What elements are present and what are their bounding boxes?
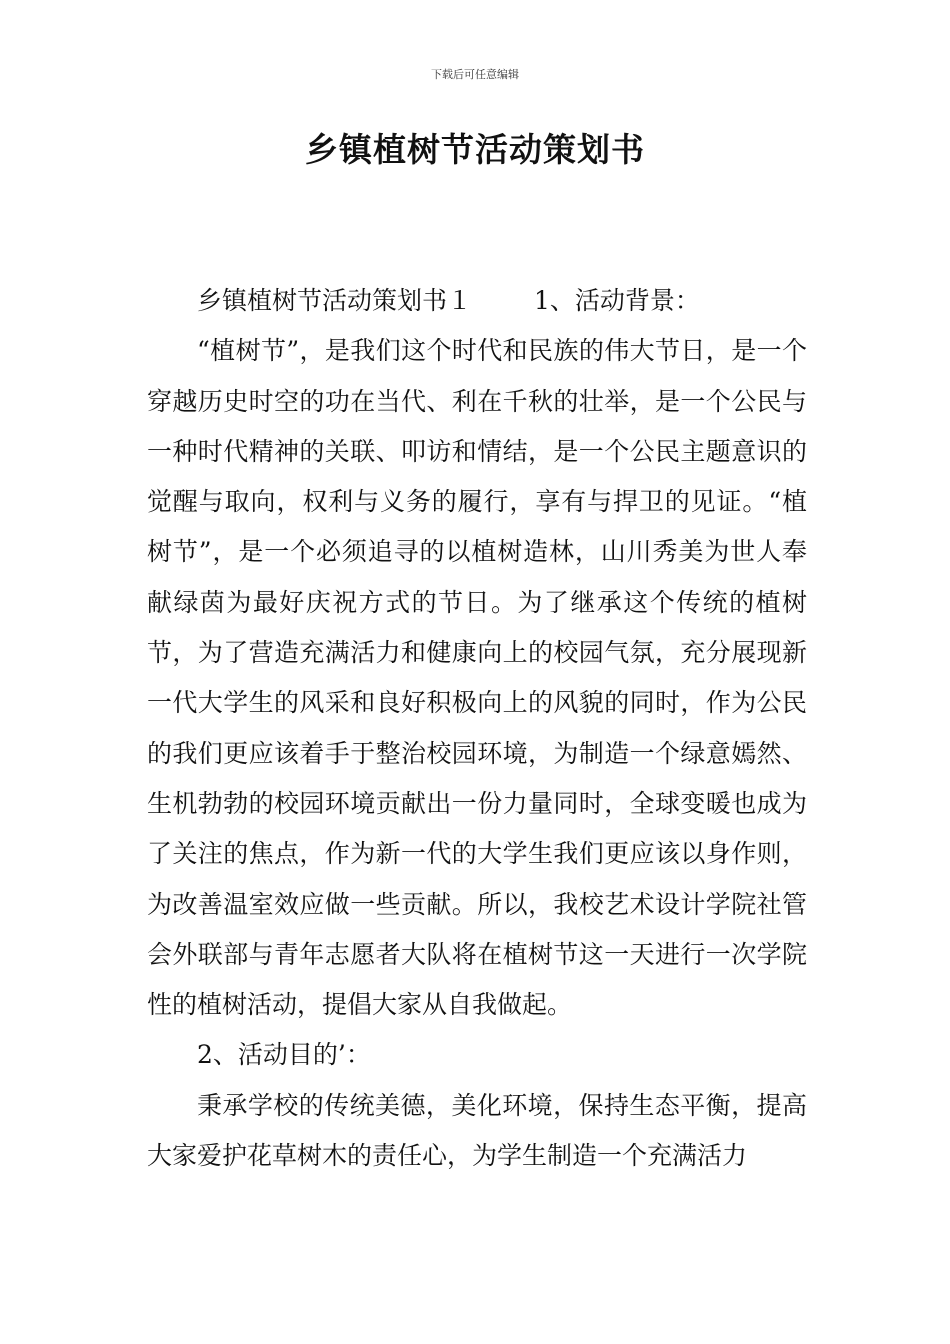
purpose-paragraph: 秉承学校的传统美德，美化环境，保持生态平衡，提高大家爱护花草树木的责任心，为学生制造一个充满活力 <box>147 1090 807 1171</box>
header-note: 下载后可任意编辑 <box>431 68 519 81</box>
background-paragraph: “植树节”，是我们这个时代和民族的伟大节日，是一个穿越历史时空的功在当代、利在千秋的壮举，是一个公民与一种时代精神的关联、叩访和情结，是一个公民主题意识的觉醒与取向，权利与义务的履行，享有与捍卫的见证。“植树节”，是一个必须追寻的以植树造林，山川秀美为世人奉献绿茵为最好庆祝方式的节日。为了继承这个传统的植树节，为了营造充满活力和健康向上的校园气氛，充分展现新一代大学生的风采和良好积极向上的风貌的同时，作为公民的我们更应该着手于整治校园环境，为制造一个绿意嫣然、生机勃勃的校园环境贡献出一份力量同时，全球变暖也成为了关注的焦点，作为新一代的大学生我们更应该以身作则，为改善温室效应做一些贡献。所以，我校艺术设计学院社管会外联部与青年志愿者大队将在植树节这一天进行一次学院性的植树活动，提倡大家从自我做起。 <box>147 336 807 1020</box>
section1-heading: 1、活动背景： <box>534 286 700 315</box>
document-title: 乡镇植树节活动策划书 <box>305 130 645 169</box>
document-body <box>147 276 807 1181</box>
intro-doc-label: 乡镇植树节活动策划书１ <box>197 286 473 315</box>
intro-line <box>147 276 807 326</box>
section2-heading: 2、活动目的’： <box>197 1040 371 1070</box>
